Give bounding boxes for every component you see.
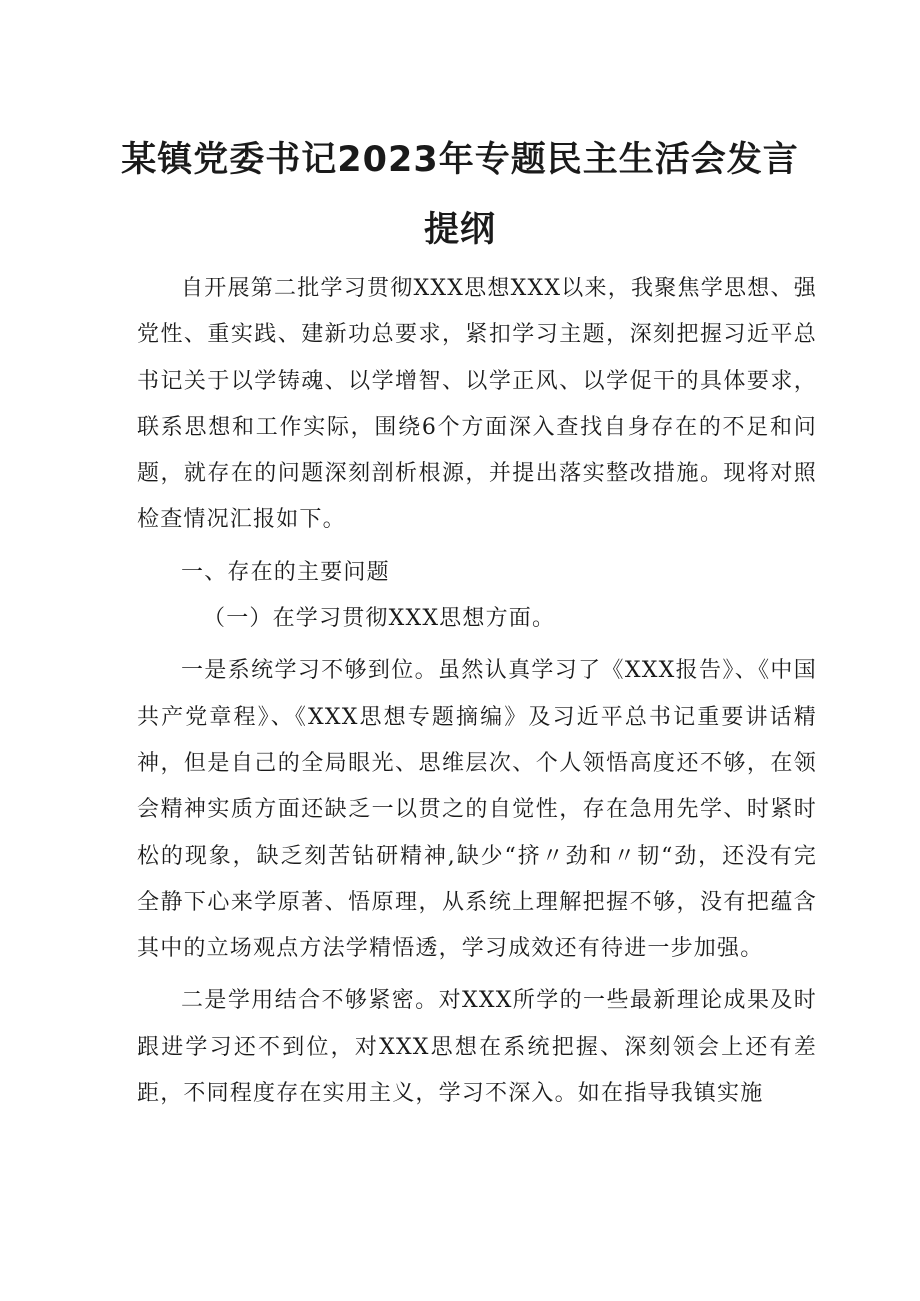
section-heading-problems: 一、存在的主要问题	[181, 559, 390, 585]
intro-paragraph: 自开展第二批学习贯彻XXX思想XXX以来，我聚焦学思想、强党性、重实践、建新功总要求，紧扣学习主题，深刻把握习近平总书记关于以学铸魂、以学增智、以学正风、以学促干的具体要求，联系思想和工作实际，围绕6个方面深入查找自身存在的不足和问题，就存在的问题深刻剖析根源，并提出落实整改措施。现将对照检查情况汇报如下。	[137, 276, 817, 533]
subsection-heading-study: （一）在学习贯彻XXX思想方面。	[203, 606, 556, 632]
document-body	[137, 266, 817, 1117]
paragraph-point-1: 一是系统学习不够到位。虽然认真学习了《XXX报告》、《中国共产党章程》、《XXX思想专题摘编》及习近平总书记重要讲话精神，但是自己的全局眼光、思维层次、个人领悟高度还不够，在领会精神实质方面还缺乏一以贯之的自觉性，存在急用先学、时紧时松的现象，缺乏刻苦钻研精神,缺少“挤〃劲和〃韧“劲，还没有完全静下心来学原著、悟原理，从系统上理解把握不够，没有把蕴含其中的立场观点方法学精悟透，学习成效还有待进一步加强。	[137, 658, 817, 962]
paragraph-point-2: 二是学用结合不够紧密。对XXX所学的一些最新理论成果及时跟进学习还不到位，对XXX思想在系统把握、深刻领会上还有差距，不同程度存在实用主义，学习不深入。如在指导我镇实施	[137, 988, 817, 1107]
document-title-line-1: 某镇党委书记2023年专题民主生活会发言	[121, 140, 799, 180]
document-title-line-2: 提纲	[423, 210, 496, 250]
